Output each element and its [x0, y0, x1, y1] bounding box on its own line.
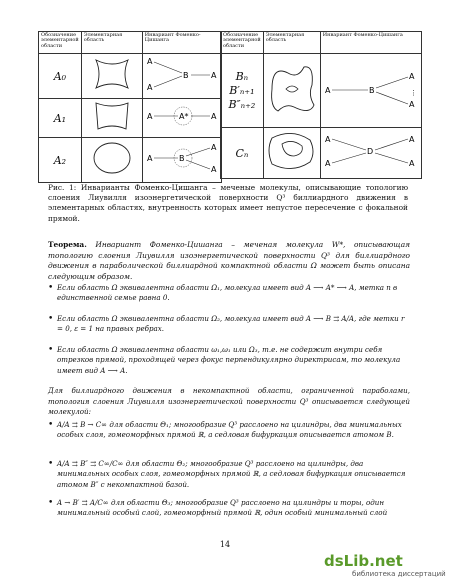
- bullet-theta3: A → B′ ⇉ A/C∞ для области Θ₃; многообразие Q³ расслоено на цилиндры и торы, один минимальный особый слой, гомеоморфный прямой ℝ, один особый минимальный слой: [57, 498, 388, 518]
- header-region: Элементарная область: [81, 32, 142, 54]
- label-bn1: B′ₙ₊₁: [229, 83, 255, 97]
- region-a1: [81, 99, 142, 138]
- label-a2: A₂: [39, 138, 82, 183]
- figure-caption: Рис. 1: Инварианты Фоменко-Цишанга – меченые молекулы, описывающие топологию слоения Лиувилля изоэнергетической поверхности Q³ биллиардного движения в элементарных областях, внутренность которых имеет непустое пересечение с фокальной прямой.: [48, 183, 408, 223]
- bullet-theta2: A/A ⇉ B″ ⇉ C∞/C∞ для области Θ₂; многообразие Q³ расслоено на цилиндры, два минимальных особых слоя, гомеоморфных прямой ℝ, а седловая бифуркация описывается атомом B″ с некомпактной базой.: [57, 459, 406, 489]
- theorem-block: [48, 240, 410, 282]
- svg-text:⋮: ⋮: [409, 88, 417, 97]
- svg-text:B: B: [368, 85, 375, 95]
- bullet-dot: •: [48, 498, 54, 508]
- svg-text:A: A: [146, 112, 153, 121]
- svg-text:A: A: [324, 85, 331, 95]
- svg-text:A: A: [146, 57, 153, 66]
- svg-text:B: B: [178, 154, 185, 163]
- region-a2: [81, 138, 142, 183]
- svg-text:A: A: [210, 143, 217, 152]
- table-right: [220, 31, 422, 179]
- label-cn: Cₙ: [221, 128, 264, 179]
- svg-text:A: A: [408, 99, 415, 109]
- svg-text:A: A: [210, 112, 217, 121]
- bullet-dot: •: [48, 420, 54, 430]
- molecule-a1: [142, 99, 221, 138]
- label-a0: A₀: [39, 54, 82, 99]
- svg-text:A: A: [210, 165, 217, 174]
- molecule-a0: [142, 54, 221, 99]
- header-region-right: Элементарная область: [263, 32, 320, 54]
- page-number: 14: [219, 540, 231, 549]
- svg-text:A: A: [324, 135, 331, 144]
- bullet-dot: •: [48, 345, 54, 355]
- header-designation: Обозначение элементарной области: [39, 32, 82, 54]
- watermark-subtitle: библиотека диссертаций: [352, 570, 446, 578]
- svg-text:A: A: [408, 159, 415, 168]
- bullet-dot: •: [48, 283, 54, 293]
- noncompact-paragraph: Для биллиардного движения в некомпактной области, ограниченной параболами, топология слоения Лиувилля изоэнергетической поверхности Q³ описывается следующей молекулой:: [48, 386, 410, 417]
- svg-text:A: A: [324, 159, 331, 168]
- svg-text:A: A: [146, 154, 153, 163]
- svg-text:A: A: [408, 71, 415, 81]
- molecule-c: [320, 128, 421, 179]
- table-left: [38, 31, 222, 183]
- svg-text:A*: A*: [178, 112, 189, 121]
- bullet-omega2: Если область Ω эквивалентна области Ω₂, молекула имеет вид A ⟶ B ⇉ A/A, где метки r = 0, ε = 1 на правых ребрах.: [57, 314, 405, 334]
- label-bn: Bₙ: [235, 69, 249, 83]
- svg-text:B: B: [182, 71, 189, 80]
- label-bn2: B″ₙ₊₂: [228, 97, 256, 111]
- header-designation-right: Обозначение элементарной области: [221, 32, 264, 54]
- bullet-omega3: Если область Ω эквивалентна области ω₁,ω₁ или Ω₃, т.е. не содержит внутри себя отрезков прямой, проходящей через фокус перпендикулярно директрисам, то молекула имеет вид A ⟶ A.: [57, 345, 401, 375]
- svg-text:A: A: [408, 135, 415, 144]
- region-a0: [81, 54, 142, 99]
- bullet-theta1: A/A ⇉ B → C∞ для области Θ₁; многообразие Q³ расслоено на цилиндры, два минимальных особых слоя, гомеоморфных прямой ℝ, а седловая бифуркация описывается атомом B.: [57, 420, 402, 440]
- bullet-omega1: Если область Ω эквивалентна области Ω₁, молекула имеет вид A ⟶ A* ⟶ A, метка n в единственной семье равна 0.: [57, 283, 398, 303]
- header-invariant: Инвариант Фоменко-Цишанга: [142, 32, 221, 54]
- label-b-group: [221, 54, 264, 128]
- theorem-text: Инвариант Фоменко-Цишанга – меченая молекула W*, описывающая топологию слоения Лиувилля изоэнергетической поверхности Q³ для биллиардного движения в параболической биллиардной компактной области Ω может быть описана следующим образом.: [48, 240, 410, 281]
- region-c: [263, 128, 320, 179]
- theorem-heading: Теорема.: [48, 240, 87, 249]
- molecule-b: [320, 54, 421, 128]
- watermark-logo: dsLib.net: [324, 552, 403, 570]
- molecule-a2: [142, 138, 221, 183]
- header-invariant-right: Инвариант Фоменко-Цишанга: [320, 32, 421, 54]
- bullet-dot: •: [48, 459, 54, 469]
- region-b: [263, 54, 320, 128]
- bullet-dot: •: [48, 314, 54, 324]
- svg-text:D: D: [366, 147, 373, 156]
- svg-text:A: A: [210, 71, 217, 80]
- svg-text:A: A: [146, 83, 153, 92]
- label-a1: A₁: [39, 99, 82, 138]
